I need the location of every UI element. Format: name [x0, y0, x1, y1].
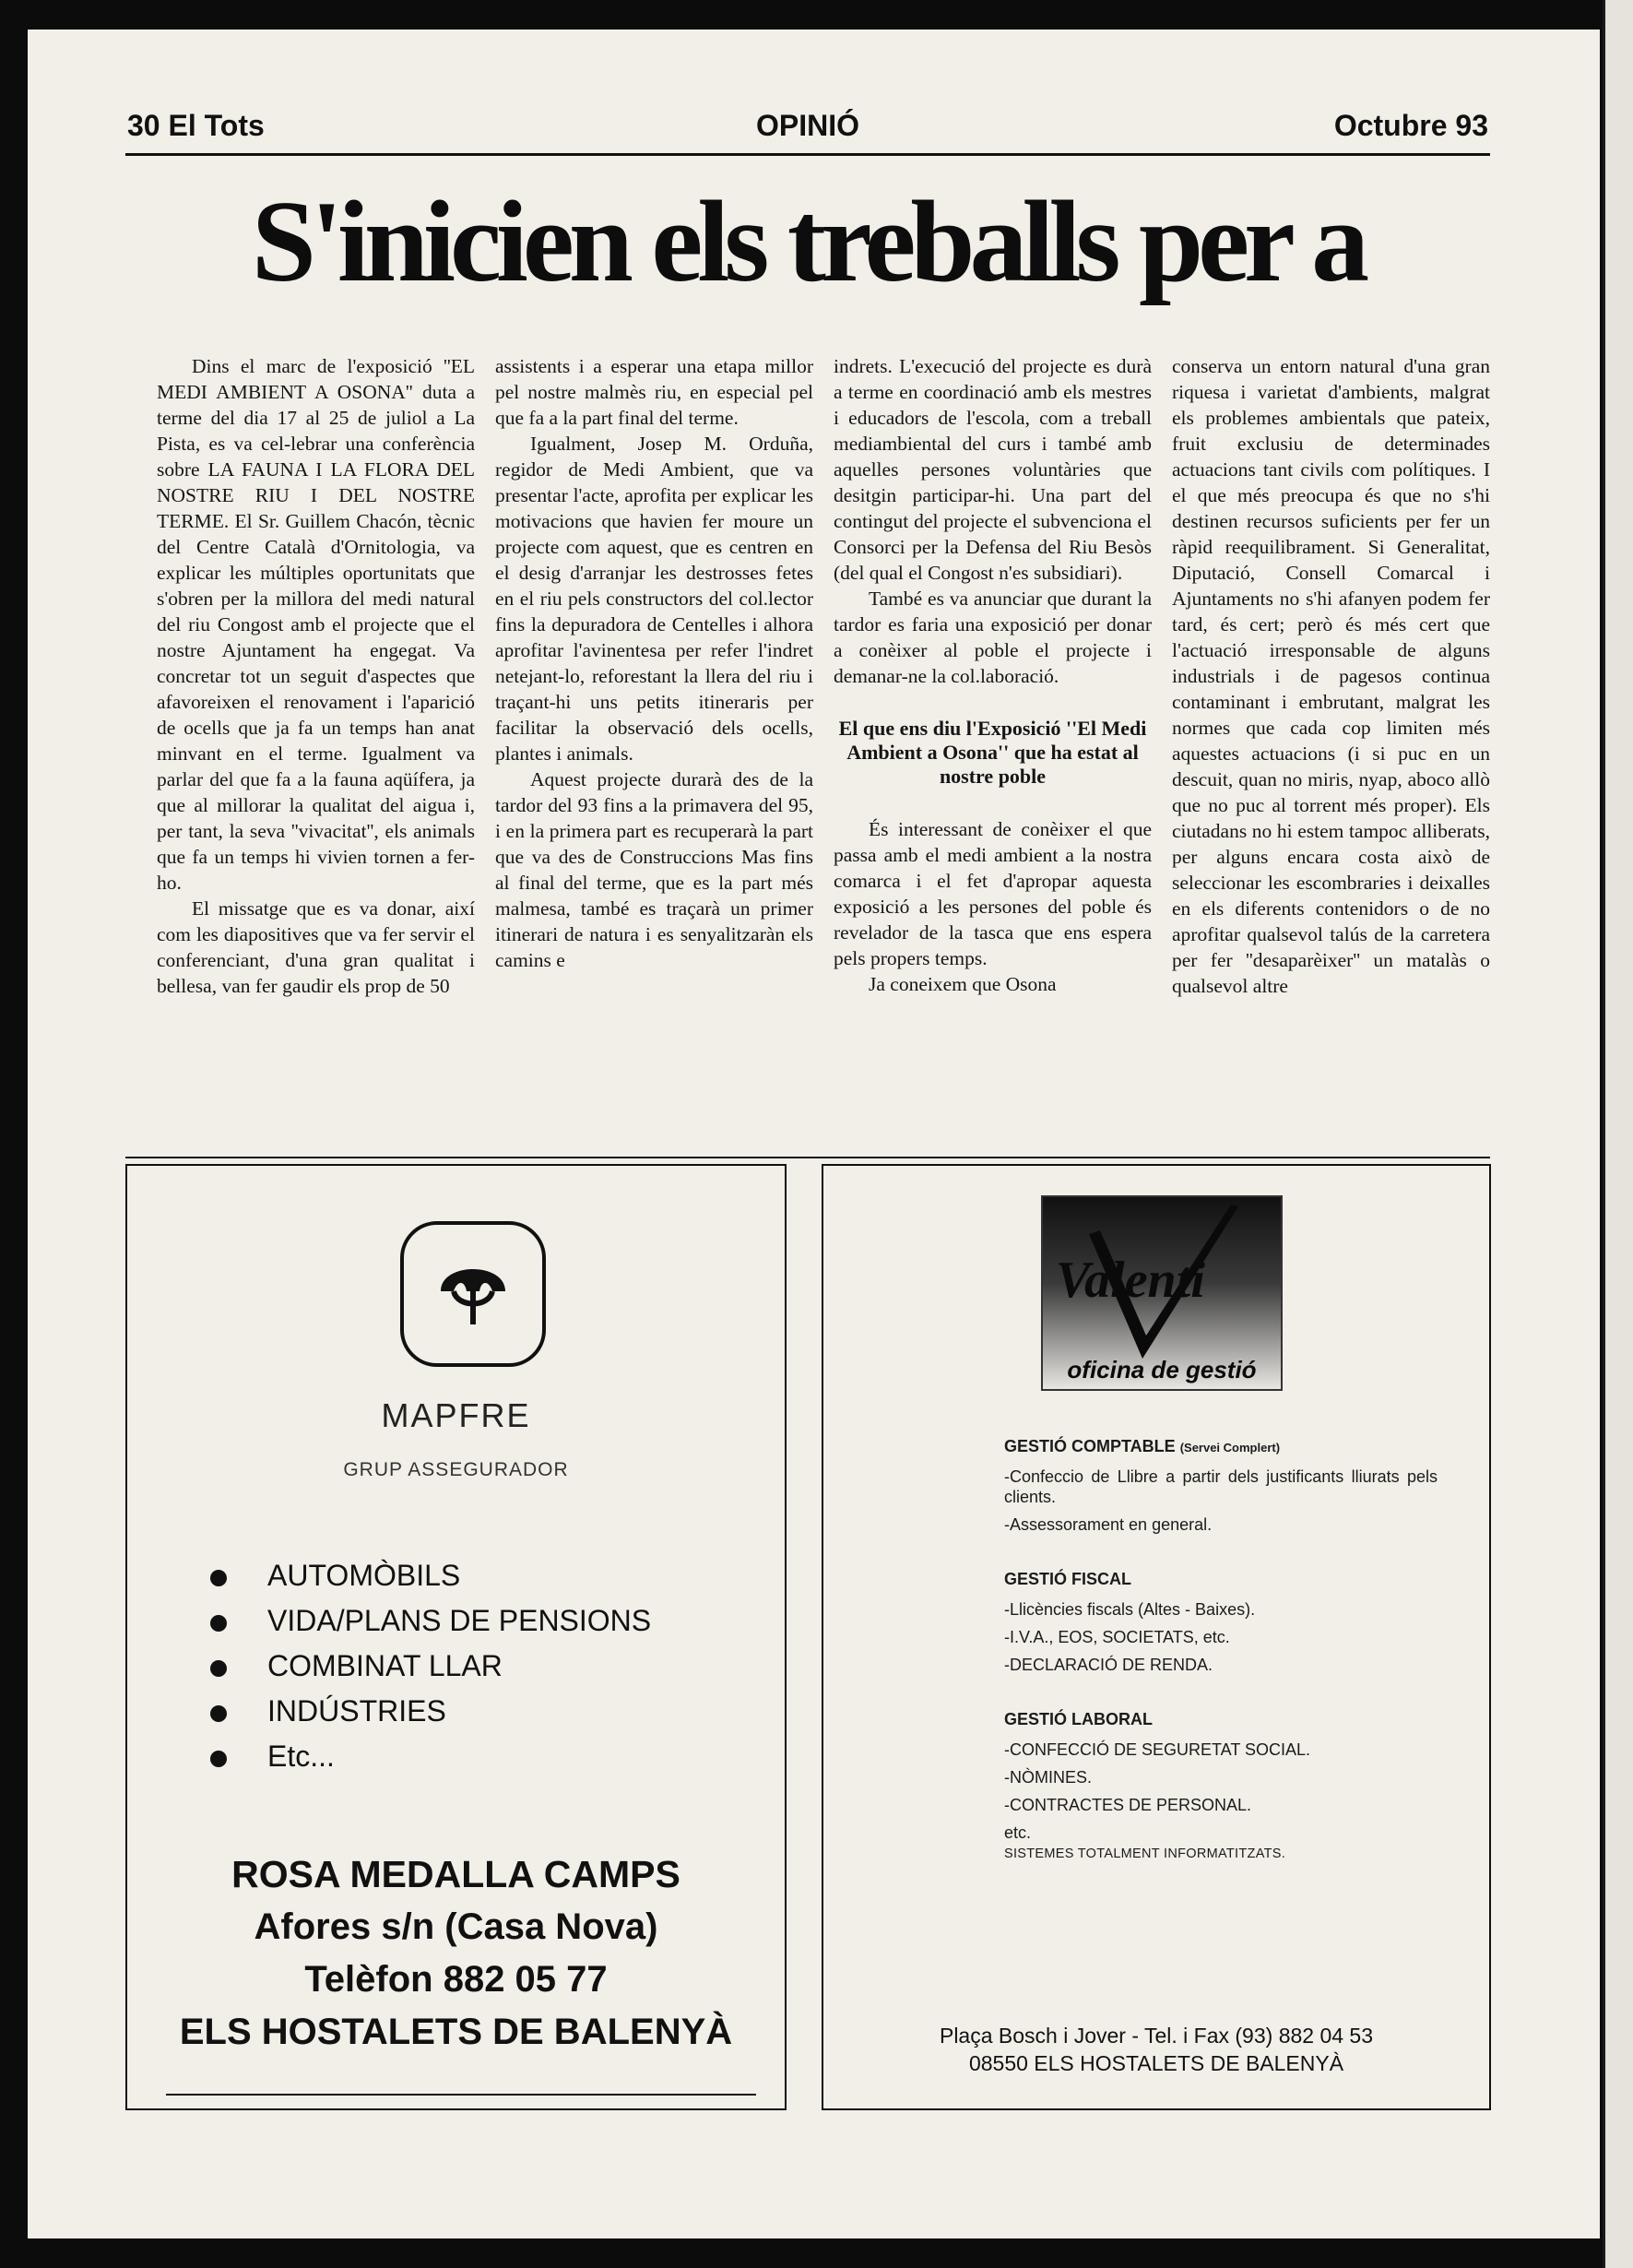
issue-date: Octubre 93 [1333, 109, 1488, 142]
paragraph: Igualment, Josep M. Orduña, regidor de Medi Ambient, que va presentar l'acte, aprofita per explicar les motivacions que havien fer moure un projecte com aquest, que es centren en el desig d'arranjar les destrosses fetes en el riu pels constructors del col.lector fins la depuradora de Centelles i alhora aprofitar l'avinentesa per refer l'indret netejant-lo, reforestant la llera del riu i traçant-hi uns petits itineraris per facilitar la observació dels ocells, plantes i animals. [495, 433, 813, 765]
valenti-advertisement [822, 1164, 1491, 2110]
agent-town: ELS HOSTALETS DE BALENYÀ [179, 2012, 733, 2052]
valenti-subtitle: oficina de gestió [1067, 1356, 1257, 1383]
service-item: -Llicències fiscals (Altes - Baixes). [1004, 1600, 1256, 1619]
bullet-icon [210, 1615, 227, 1632]
agent-address: Afores s/n (Casa Nova) [254, 1906, 658, 1947]
facing-page-edge [1603, 0, 1633, 2268]
systems-note: SISTEMES TOTALMENT INFORMATITZATS. [1004, 1846, 1286, 1861]
paragraph: Dins el marc de l'exposició ''EL MEDI AMBIENT A OSONA'' duta a terme del dia 17 al 25 de juliol a La Pista, es va cel-lebrar una conferència sobre LA FAUNA I LA FLORA DEL NOSTRE RIU I DEL NOSTRE TERME. El Sr. Guillem Chacón, tècnic del Centre Català d'Ornitologia, va explicar les múltiples oportunitats que s'obren per la millora del medi natural del riu Congost amb el projecte que el nostre Ajuntament ha engegat. Va concretar tot un seguit d'aspectes que afavoreixen el renovament i l'aparició de ocells que ja fa un temps han anat minvant en el terme. Igualment va parlar del que fa a la fauna aqüífera, ja que al millorar la qualitat del aigua i, per tant, la seva ''vivacitat'', els animals que fa un temps hi vivien tornen a fer-ho. [157, 355, 475, 894]
service-item: -CONFECCIÓ DE SEGURETAT SOCIAL. [1004, 1740, 1311, 1759]
service-item: -Confeccio de Llibre a partir dels justificants lliurats pels clients. [1004, 1467, 1438, 1506]
service-item: -NÒMINES. [1004, 1768, 1093, 1787]
mapfre-tagline: GRUP ASSEGURADOR [343, 1459, 569, 1480]
page-number: 30 El Tots [127, 109, 265, 142]
valenti-logo [1041, 1195, 1283, 1391]
service-title: GESTIÓ LABORAL [1004, 1710, 1153, 1728]
paragraph: conserva un entorn natural d'una gran riquesa i varietat d'ambients, malgrat els problemes ambientals que pateix, fruit exclusiu de determinades actuacions tant civils com polítiques. I el que més preocupa és que no s'hi destinen recursos suficients per fer un ràpid reequilibrament. Si Generalitat, Diputació, Consell Comarcal i Ajuntaments no s'hi afanyen podem fer tard, és cert; però és més cert que l'actuació irresponsable de alguns industrials i de pagesos continua contaminant i embrutant, malgrat les normes que cada cop limiten més aquestes actuacions (i si puc en un descuit, quan no miris, nyap, aboco allò que no puc al torrent més proper). Els ciutadans no hi estem tampoc alliberats, per alguns encara costa això de seleccionar les escombraries i deixalles en els diferents contenidors o de no aprofitar qualsevol talús de la carretera per fer ''desaparèixer'' un matalàs o qualsevol altre [1172, 355, 1490, 997]
paragraph: Ja coneixem que Osona [869, 973, 1057, 995]
list-item: VIDA/PLANS DE PENSIONS [210, 1598, 651, 1644]
agent-phone: Telèfon 882 05 77 [304, 1959, 608, 2000]
service-section [1004, 1566, 1438, 1675]
services-list [1004, 1433, 1438, 1893]
paragraph: assistents i a esperar una etapa millor pel nostre malmès riu, en especial pel que fa a la part final del terme. [495, 355, 813, 429]
list-item: Etc... [210, 1734, 651, 1779]
article-headline: S'inicien els treballs per a [251, 178, 1365, 306]
header-rule [125, 153, 1490, 156]
bullet-icon [210, 1751, 227, 1767]
address-line: 08550 ELS HOSTALETS DE BALENYÀ [968, 2051, 1344, 2075]
service-section [1004, 1433, 1438, 1535]
list-item: AUTOMÒBILS [210, 1553, 651, 1598]
mapfre-brand: MAPFRE [381, 1396, 531, 1434]
paragraph: indrets. L'execució del projecte es durà a terme en coordinació amb els mestres i educadors de l'escola, com a treball mediambiental del curs i també amb aquelles persones voluntàries que desitgin participar-hi. Una part del contingut del projecte el subvenciona el Consorci per la Defensa del Riu Besòs (del qual el Congost n'es subsidiari). [834, 355, 1152, 584]
valenti-address [823, 2022, 1489, 2077]
paragraph: El missatge que es va donar, així com les diapositives que va fer servir el conferenciant, d'una gran qualitat i bellesa, van fer gaudir els prop de 50 [157, 897, 475, 997]
address-line: Plaça Bosch i Jover - Tel. i Fax (93) 882 04 53 [939, 2024, 1374, 2048]
paragraph: És interessant de conèixer el que passa amb el medi ambient a la nostra comarca i el fet d'apropar aquesta exposició a les persones del poble és revelador de la tasca que ens espera pels propers temps. [834, 818, 1152, 969]
service-item: -I.V.A., EOS, SOCIETATS, etc. [1004, 1628, 1230, 1646]
paragraph: Aquest projecte durarà des de la tardor del 93 fins a la primavera del 95, i en la primera part es recuperarà la part que va des de Construccions Mas fins al final del terme, que es la part més malmesa, també es traçarà un primer itinerari de natura i es senyalitzaràn els camins e [495, 768, 813, 971]
section-title: OPINIÓ [755, 109, 859, 142]
bullet-icon [210, 1705, 227, 1722]
article-column-3 [834, 353, 1152, 1119]
agent-contact [127, 1848, 785, 2059]
agent-name: ROSA MEDALLA CAMPS [231, 1853, 680, 1895]
article-subheading: El que ens diu l'Exposició ''El Medi Ambient a Osona'' que ha estat al nostre poble [838, 717, 1147, 788]
article-column-1 [157, 353, 475, 1119]
service-item: -Assessorament en general. [1004, 1515, 1213, 1534]
mapfre-advertisement [125, 1164, 787, 2110]
service-item: -CONTRACTES DE PERSONAL. [1004, 1796, 1252, 1814]
ad-bottom-rule [166, 2094, 756, 2096]
service-item: etc. [1004, 1823, 1032, 1842]
service-section [1004, 1706, 1438, 1861]
service-title: GESTIÓ COMPTABLE (Servei Complert) [1004, 1437, 1281, 1455]
article-column-4 [1172, 353, 1490, 1119]
bullet-icon [210, 1570, 227, 1586]
article-column-2 [495, 353, 813, 1119]
list-item: INDÚSTRIES [210, 1689, 651, 1734]
insurance-list [210, 1553, 651, 1779]
bullet-icon [210, 1660, 227, 1677]
article-body [157, 353, 1490, 1119]
ads-rule [125, 1157, 1490, 1158]
valenti-name: Valenti [1056, 1252, 1205, 1309]
list-item: COMBINAT LLAR [210, 1644, 651, 1689]
page-header [127, 109, 1488, 148]
umbrella-icon [400, 1221, 546, 1367]
service-title: GESTIÓ FISCAL [1004, 1570, 1132, 1588]
service-item: -DECLARACIÓ DE RENDA. [1004, 1656, 1213, 1674]
paragraph: També es va anunciar que durant la tardor es faria una exposició per donar a conèixer al poble el projecte i demanar-ne la col.laboració. [834, 588, 1152, 687]
